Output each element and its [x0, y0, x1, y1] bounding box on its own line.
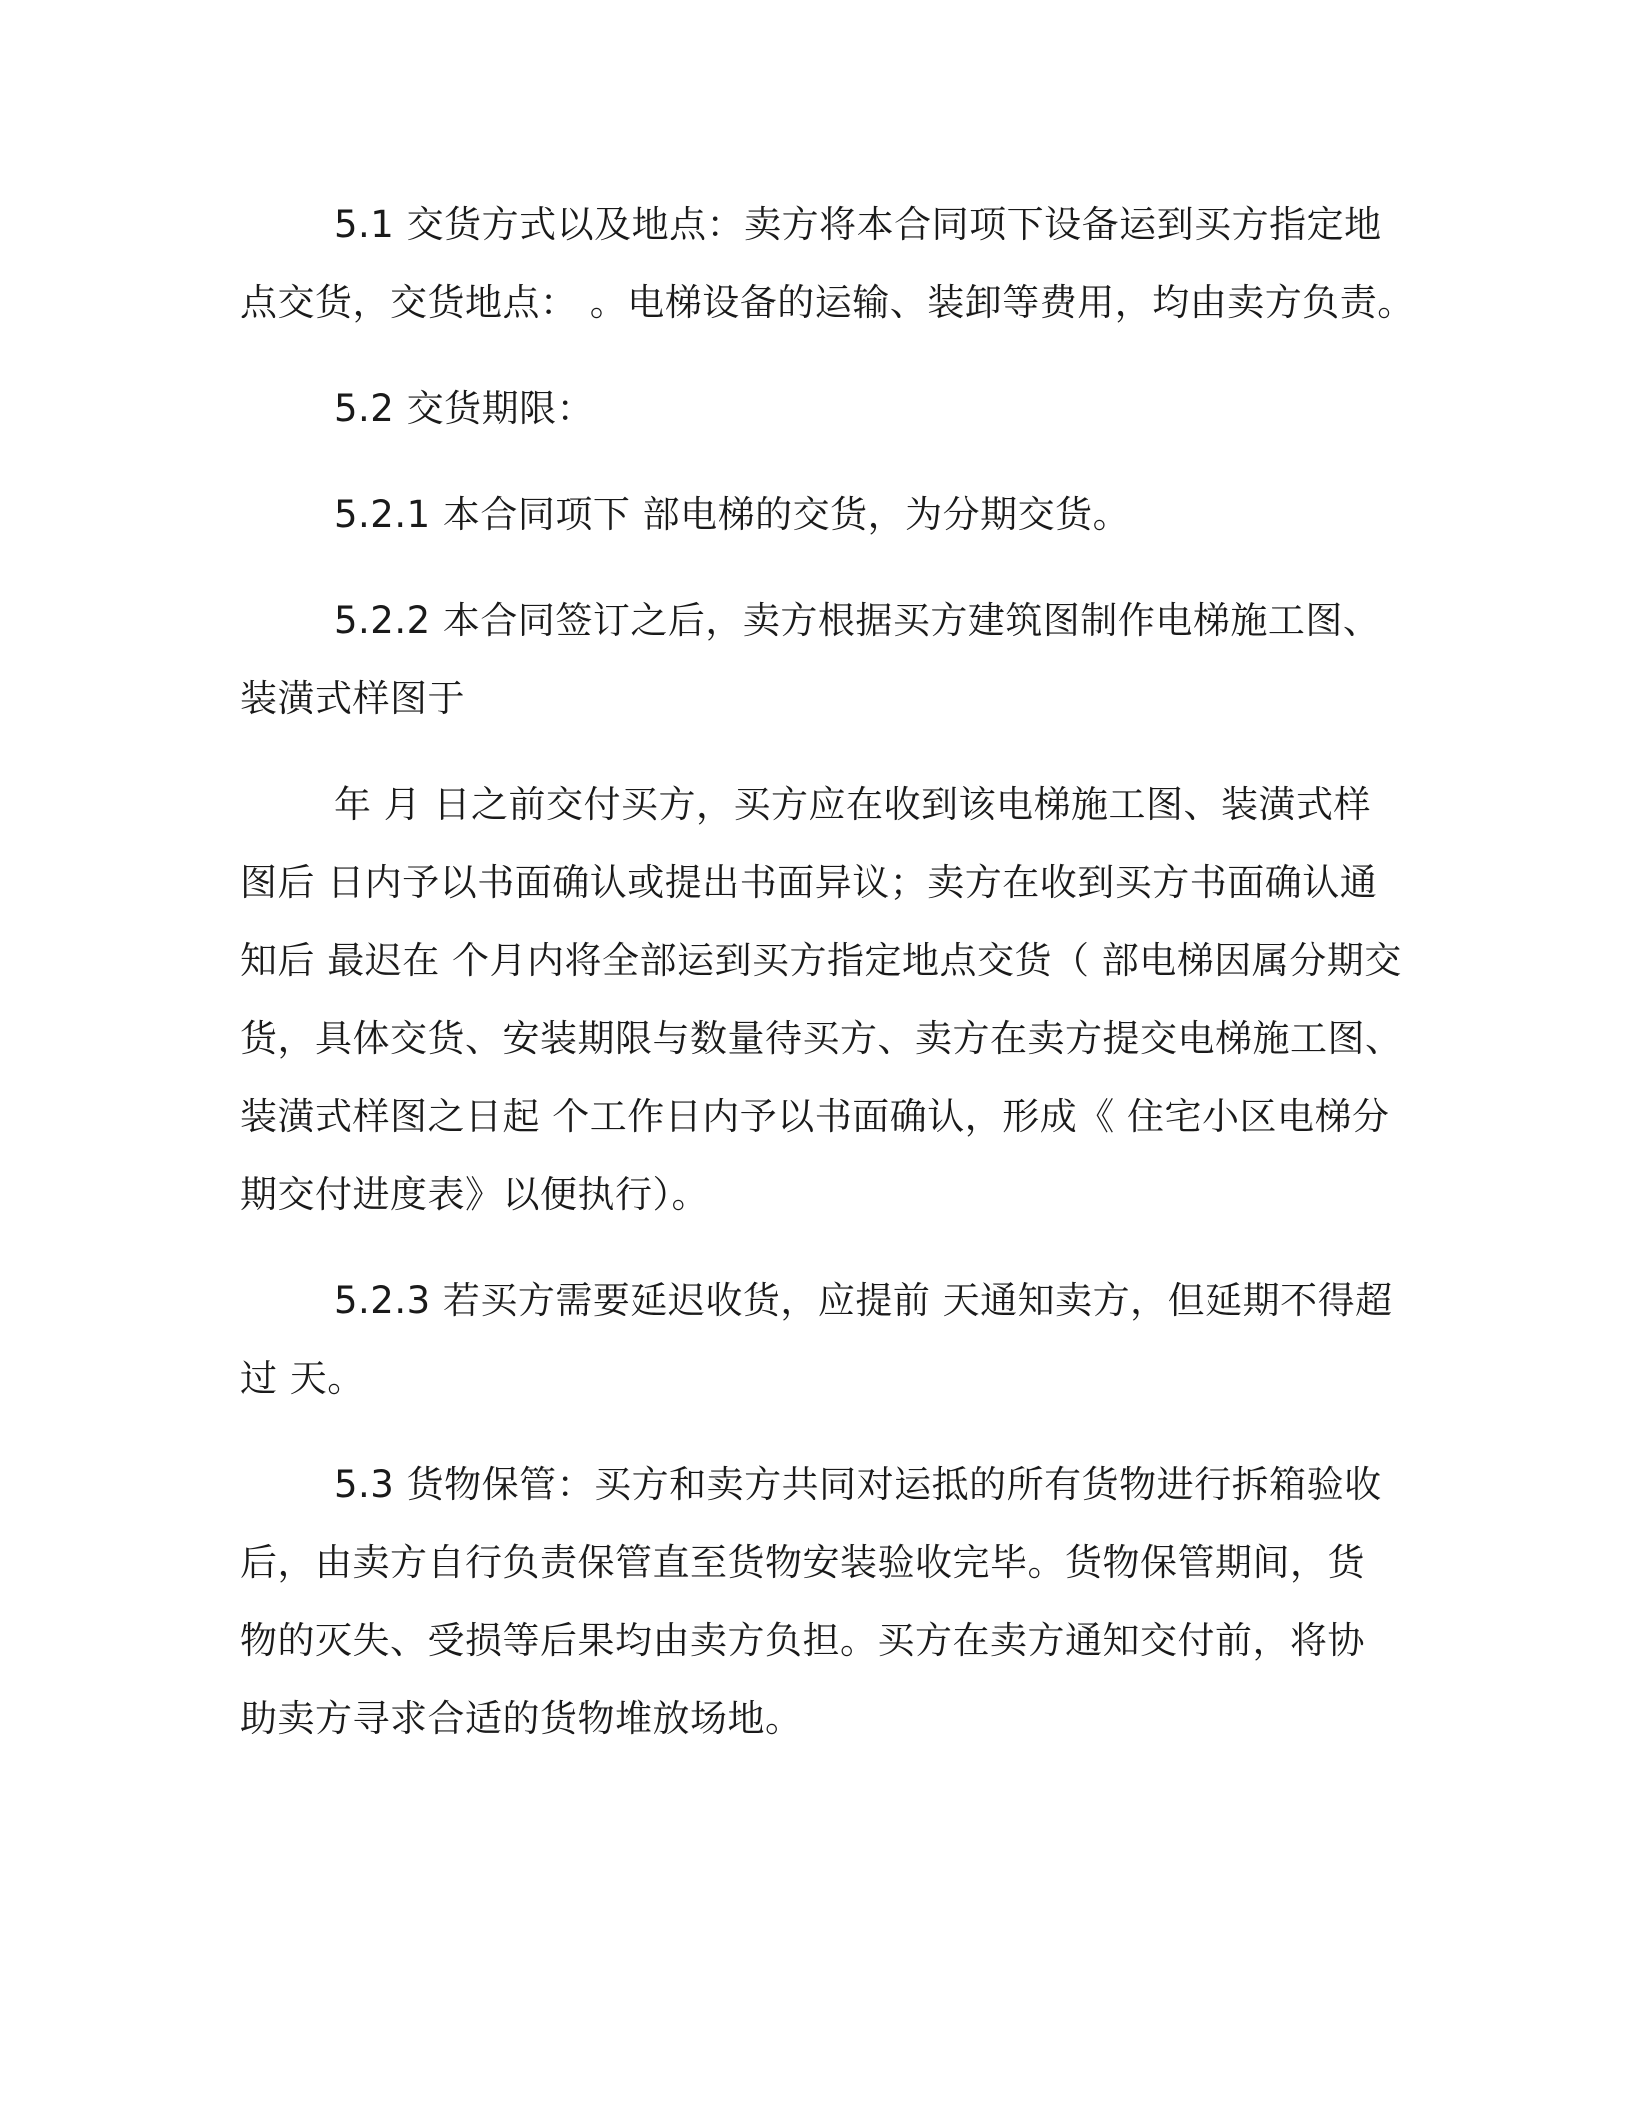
clause-5-2-1: [240, 476, 1392, 554]
clause-5-2-2: [240, 582, 1392, 738]
text-line: 年 月 日之前交付买方，买方应在收到该电梯施工图、装潢式样: [334, 783, 1372, 826]
text-line: 装潢式样图之日起 个工作日内予以书面确认，形成《 住宅小区电梯分: [240, 1095, 1390, 1138]
text-line: 装潢式样图于: [240, 677, 465, 720]
text-line: 5.2.2 本合同签订之后，卖方根据买方建筑图制作电梯施工图、: [334, 599, 1381, 642]
clause-5-2: [240, 370, 1392, 448]
text-line: 5.1 交货方式以及地点：卖方将本合同项下设备运到买方指定地: [334, 203, 1382, 246]
text-line: 物的灭失、受损等后果均由卖方负担。买方在卖方通知交付前，将协: [240, 1619, 1365, 1662]
text-line: 图后 日内予以书面确认或提出书面异议；卖方在收到买方书面确认通: [240, 861, 1378, 904]
text-line: 5.3 货物保管：买方和卖方共同对运抵的所有货物进行拆箱验收: [334, 1463, 1382, 1506]
text-line: 期交付进度表》以便执行）。: [240, 1173, 709, 1216]
text-line: 5.2.3 若买方需要延迟收货，应提前 天通知卖方，但延期不得超: [334, 1279, 1393, 1322]
text-line: 货，具体交货、安装期限与数量待买方、卖方在卖方提交电梯施工图、: [240, 1017, 1403, 1060]
clause-5-2-2-continuation: [240, 766, 1403, 1234]
text-line: 知后 最迟在 个月内将全部运到买方指定地点交货（ 部电梯因属分期交: [240, 939, 1402, 982]
clause-5-3: [240, 1446, 1392, 1758]
text-line: 助卖方寻求合适的货物堆放场地。: [240, 1697, 803, 1740]
clause-5-1: [240, 186, 1415, 342]
text-line: 过 天。: [240, 1357, 365, 1400]
text-line: 后，由卖方自行负责保管直至货物安装验收完毕。货物保管期间，货: [240, 1541, 1365, 1584]
text-line: 点交货，交货地点： 。电梯设备的运输、装卸等费用，均由卖方负责。: [240, 281, 1415, 324]
clause-5-2-3: [240, 1262, 1392, 1418]
text-line: 5.2.1 本合同项下 部电梯的交货，为分期交货。: [334, 493, 1131, 536]
document-page: [240, 186, 1415, 1758]
text-line: 5.2 交货期限：: [334, 387, 595, 430]
